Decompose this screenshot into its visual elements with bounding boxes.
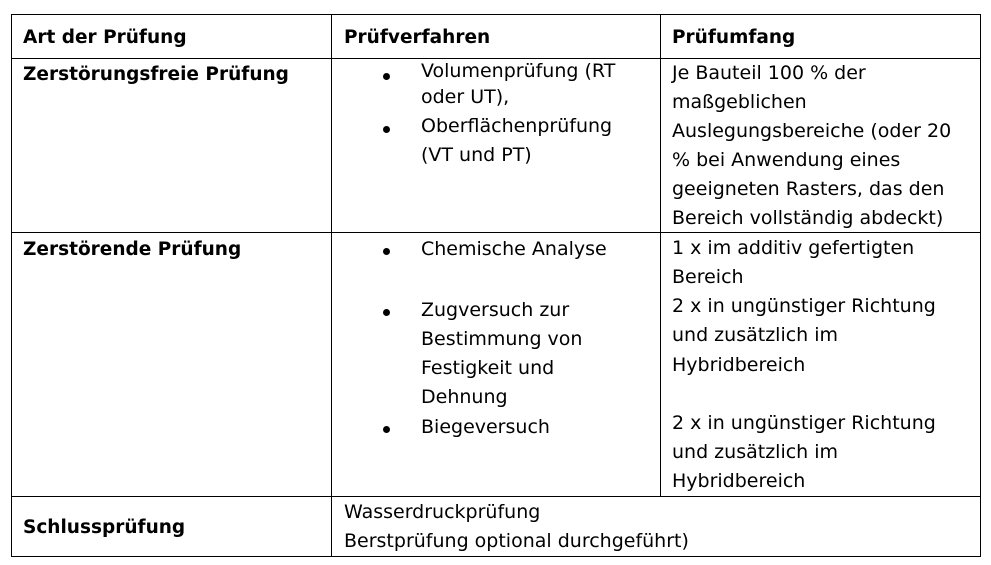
inspection-table [11,14,981,557]
row2-scope-line1: 1 x im additiv gefertigten [672,237,915,259]
column-divider-1 [331,14,332,557]
header-pruefumfang: Prüfumfang [672,27,796,48]
bullet-icon [383,426,390,433]
row2-scope-line9: Hybridbereich [672,470,806,492]
final-test-line2: Berstprüfung optional durchgeführt) [344,530,689,552]
bullet-icon [383,73,390,80]
row1-type: Zerstörungsfreie Prüfung [23,64,289,85]
table-border-left [11,14,12,557]
row1-scope-line5: geeigneten Rasters, das den [672,178,945,200]
method-chemische-analyse: Chemische Analyse [421,238,607,260]
method-zugversuch-line3: Festigkeit und [421,357,555,379]
table-border-top [11,14,981,15]
row1-scope-line2: maßgeblichen [672,91,807,113]
bullet-icon [383,126,390,133]
row2-scope-line3: 2 x in ungünstiger Richtung [672,295,936,317]
method-oberflaechenpruefung-line1: Oberflächenprüfung [421,115,613,137]
row3-type: Schlussprüfung [23,517,186,538]
row1-scope-line1: Je Bauteil 100 % der [672,62,866,84]
row2-scope-line8: und zusätzlich im [672,441,839,463]
header-art-der-pruefung: Art der Prüfung [23,27,187,48]
row2-scope-line2: Bereich [672,266,744,288]
row1-scope-line3: Auslegungsbereiche (oder 20 [672,120,952,142]
method-volumenpruefung-line1: Volumenprüfung (RT [421,60,616,82]
row1-scope-line4: % bei Anwendung eines [672,149,901,171]
method-volumenpruefung-line2: oder UT), [421,86,510,108]
method-zugversuch-line2: Bestimmung von [421,328,583,350]
row2-divider [11,496,981,497]
column-divider-2 [660,14,661,497]
row2-type: Zerstörende Prüfung [23,239,242,260]
bullet-icon [383,309,390,316]
row2-scope-line7: 2 x in ungünstiger Richtung [672,412,936,434]
method-biegeversuch: Biegeversuch [421,416,550,438]
table-border-right [980,14,981,557]
row2-scope-line5: Hybridbereich [672,354,806,376]
row1-scope-line6: Bereich vollständig abdeckt) [672,207,944,229]
method-zugversuch-line4: Dehnung [421,386,508,408]
bullet-icon [383,248,390,255]
final-test-line1: Wasserdruckprüfung [344,501,541,523]
method-oberflaechenpruefung-line2: (VT und PT) [421,144,532,166]
table-border-bottom [11,556,981,557]
header-pruefverfahren: Prüfverfahren [344,27,491,48]
row2-scope-line4: und zusätzlich im [672,324,839,346]
method-zugversuch-line1: Zugversuch zur [421,299,570,321]
